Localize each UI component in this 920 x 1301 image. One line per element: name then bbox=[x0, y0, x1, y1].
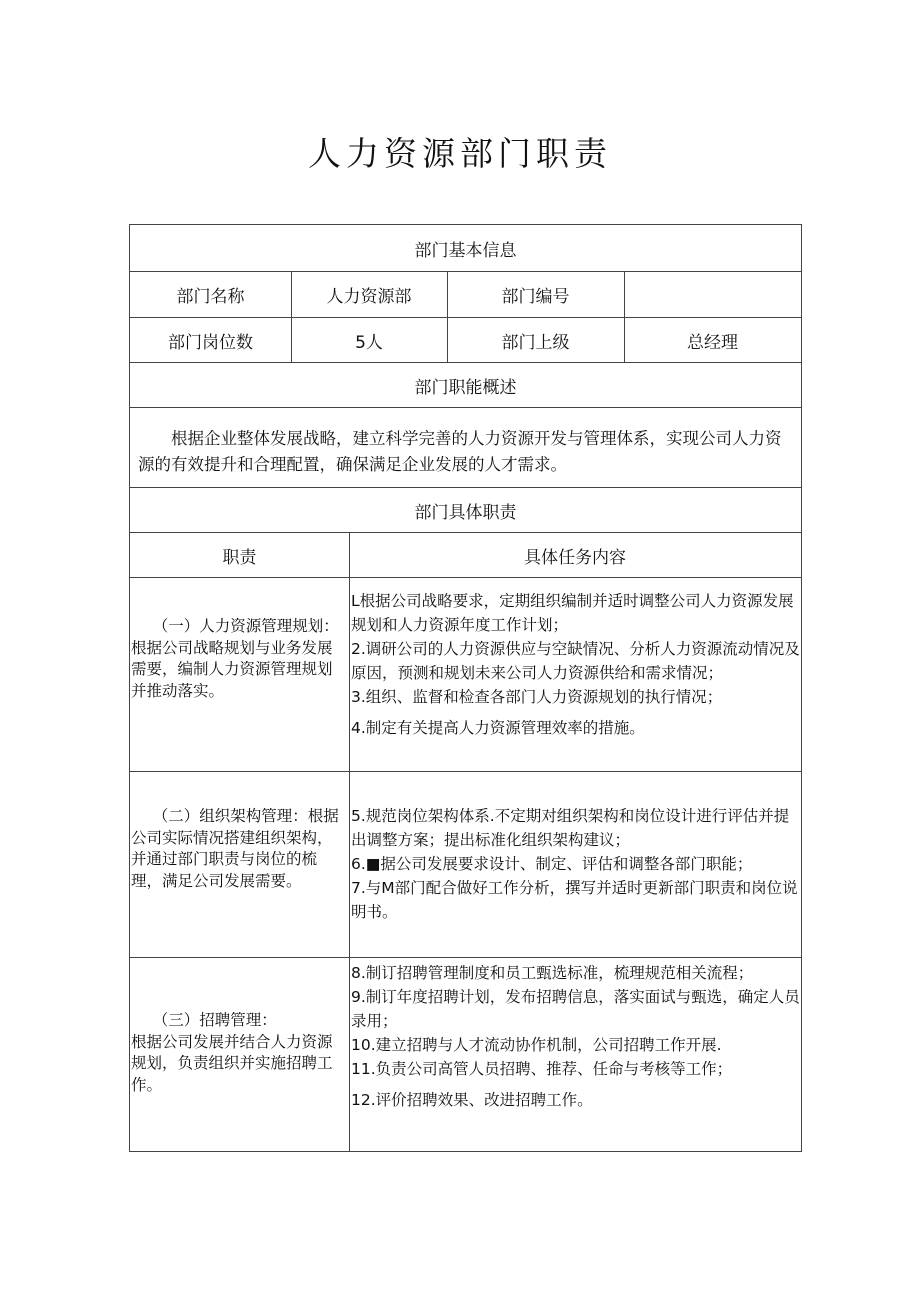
duty-section-desc: 根据公司战略规划与业务发展需要，编制人力资源管理规划并推动落实。 bbox=[131, 638, 333, 700]
duty-section-left bbox=[131, 616, 343, 702]
dept-positions-value: 5人 bbox=[355, 332, 383, 353]
duties-column-header-row bbox=[130, 533, 801, 578]
document-title: 人力资源部门职责 bbox=[308, 134, 612, 173]
task-item: 10.建立招聘与人才流动协作机制，公司招聘工作开展. bbox=[351, 1036, 722, 1054]
function-overview-row bbox=[130, 408, 801, 488]
basic-info-row bbox=[130, 272, 801, 318]
dept-name-label: 部门名称 bbox=[176, 287, 245, 307]
duty-section-tasks bbox=[351, 804, 801, 924]
duty-section-tasks bbox=[351, 589, 801, 740]
task-item: 9.制订年度招聘计划，发布招聘信息，落实面试与甄选，确定人员录用； bbox=[351, 988, 800, 1030]
function-overview-header-row bbox=[130, 363, 801, 408]
col-header-duty: 职责 bbox=[222, 547, 257, 568]
duty-section-row bbox=[130, 578, 801, 772]
dept-positions-label: 部门岗位数 bbox=[168, 332, 253, 353]
duties-header-row bbox=[130, 488, 801, 533]
duty-section-title: （二）组织架构管理：根据公司实际情况搭建组织架构，并通过部门职责与岗位的梳理，满足公司发展需要。 bbox=[131, 807, 339, 890]
duty-section-desc: 根据公司发展并结合人力资源规划，负责组织并实施招聘工作。 bbox=[131, 1032, 333, 1094]
dept-superior-label: 部门上级 bbox=[501, 332, 570, 353]
task-item: 5.规范岗位架构体系.不定期对组织架构和岗位设计进行评估并提出调整方案；提出标准化组织架构建议； bbox=[351, 807, 790, 849]
task-item: 3.组织、监督和检查各部门人力资源规划的执行情况； bbox=[351, 688, 723, 706]
duty-section-title: （一）人力资源管理规划： bbox=[152, 617, 339, 635]
task-item: 4.制定有关提高人力资源管理效率的措施。 bbox=[351, 719, 645, 737]
basic-info-header-row bbox=[130, 225, 801, 272]
col-header-tasks: 具体任务内容 bbox=[524, 547, 626, 568]
task-item: 7.与M部门配合做好工作分析，撰写并适时更新部门职责和岗位说明书。 bbox=[351, 879, 798, 921]
duty-section-tasks bbox=[351, 961, 801, 1112]
dept-number-label: 部门编号 bbox=[501, 287, 570, 307]
function-overview-text: 根据企业整体发展战略，建立科学完善的人力资源开发与管理体系，实现公司人力资源的有效提升和合理配置，确保满足企业发展的人才需求。 bbox=[138, 429, 782, 474]
responsibility-table bbox=[129, 224, 802, 1152]
dept-number-value bbox=[624, 272, 801, 317]
basic-info-header: 部门基本信息 bbox=[414, 240, 517, 261]
duty-section-left bbox=[131, 1010, 343, 1096]
function-overview-header: 部门职能概述 bbox=[414, 377, 517, 398]
dept-name-value: 人力资源部 bbox=[326, 287, 412, 307]
duty-section-left bbox=[131, 806, 343, 892]
task-item: L根据公司战略要求，定期组织编制并适时调整公司人力资源发展规划和人力资源年度工作计划； bbox=[351, 592, 794, 634]
task-item: 12.评价招聘效果、改进招聘工作。 bbox=[351, 1091, 593, 1109]
duties-header: 部门具体职责 bbox=[414, 502, 517, 523]
duty-section-row bbox=[130, 772, 801, 958]
task-item: 11.负责公司高管人员招聘、推荐、任命与考核等工作； bbox=[351, 1060, 733, 1078]
task-item: 2.调研公司的人力资源供应与空缺情况、分析人力资源流动情况及原因，预测和规划未来公司人力资源供给和需求情况； bbox=[351, 640, 800, 682]
dept-superior-value: 总经理 bbox=[687, 332, 738, 353]
duty-section-title: （三）招聘管理： bbox=[152, 1011, 277, 1029]
duty-section-row bbox=[130, 958, 801, 1151]
task-item: 6.■据公司发展要求设计、制定、评估和调整各部门职能； bbox=[351, 855, 753, 873]
basic-info-row bbox=[130, 318, 801, 363]
task-item: 8.制订招聘管理制度和员工甄选标准，梳理规范相关流程； bbox=[351, 964, 754, 982]
